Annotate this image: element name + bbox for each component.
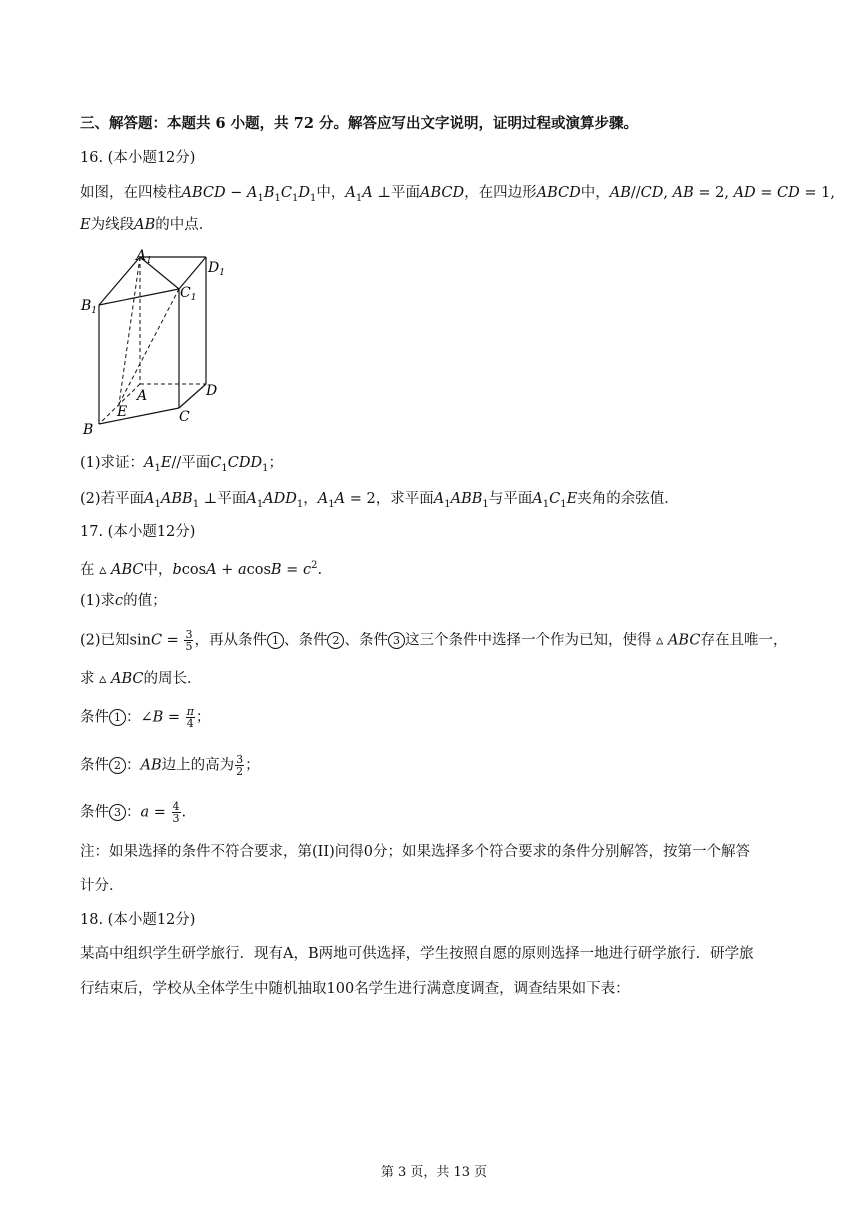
label-D: D <box>206 383 218 399</box>
label-E: E <box>117 404 128 420</box>
q17-note-line2: 计分． <box>80 878 124 894</box>
label-B1: $B_1$ <box>81 298 98 316</box>
q17-condition2: 条件 2 ：AB边上的高为 $\frac{3}{2}$ ； <box>80 753 260 778</box>
q17-note-line1: 注：如果选择的条件不符合要求，第(II)问得0分；如果选择多个符合要求的条件分别解答，按第一个解答 <box>80 844 750 860</box>
q16-header: 16. (本小题12分) <box>80 150 196 166</box>
prism-figure <box>78 248 228 438</box>
q17-header: 17. (本小题12分) <box>80 524 196 540</box>
q16-part1: (1)求证：$A_1E//$平面$C_1CDD_1$； <box>80 455 283 474</box>
q18-header: 18. (本小题12分) <box>80 912 196 928</box>
segment-A1E <box>119 257 140 404</box>
label-A: A <box>137 388 148 404</box>
q17-stem: 在 ▵ ABC中，$bcosA + acosB = c^2$. <box>80 560 323 578</box>
q18-line1: 某高中组织学生研学旅行．现有A，B两地可供选择，学生按照自愿的原则选择一地进行研学旅行．研学旅 <box>80 946 754 962</box>
label-C: C <box>179 409 190 425</box>
label-B: B <box>83 422 94 438</box>
q17-part1: (1)求c的值； <box>80 593 167 609</box>
segment-EC1 <box>119 289 179 404</box>
edge-BC <box>99 408 179 424</box>
edge-CD <box>179 384 206 408</box>
q17-part2-line2: 求 ▵ ABC的周长． <box>80 671 202 687</box>
page-footer: 第 3 页，共 13 页 <box>380 1165 488 1180</box>
q17-part2-line1: (2)已知sinC = $\frac{3}{5}$ ，再从条件 1 、条件 2 、条件 3 这三个条件中选择一个作为已知，使得 ▵ ABC存在且唯一， <box>80 628 788 653</box>
q17-condition1: 条件 1 ：∠B = $\frac{\pi}{4}$ ； <box>80 705 211 730</box>
label-A1: $A_1$ <box>136 248 152 266</box>
section-heading: 三、解答题：本题共 6 小题，共 72 分。解答应写出文字说明，证明过程或演算步骤。 <box>80 115 638 132</box>
q18-line2: 行结束后，学校从全体学生中随机抽取100名学生进行满意度调查，调查结果如下表： <box>80 981 630 997</box>
q17-condition3: 条件 3 ：a = $\frac{4}{3}$ . <box>80 800 187 825</box>
label-D1: $D_1$ <box>208 260 225 278</box>
q16-stem-line2: E为线段AB的中点． <box>80 217 214 233</box>
q16-part2: (2)若平面$A_1ABB_1$ ⊥平面$A_1ADD_1$，$A_1A = 2$，求平面$A_1ABB_1$与平面$A_1C_1E$夹角的余弦值． <box>80 491 679 510</box>
q16-stem-line1: 如图，在四棱柱ABCD − $A_1B_1C_1D_1$中，$A_1A$ ⊥平面ABCD，在四边形ABCD中，AB//CD, AB = 2, AD = CD = 1, <box>80 185 835 204</box>
label-C1: $C_1$ <box>180 285 197 303</box>
